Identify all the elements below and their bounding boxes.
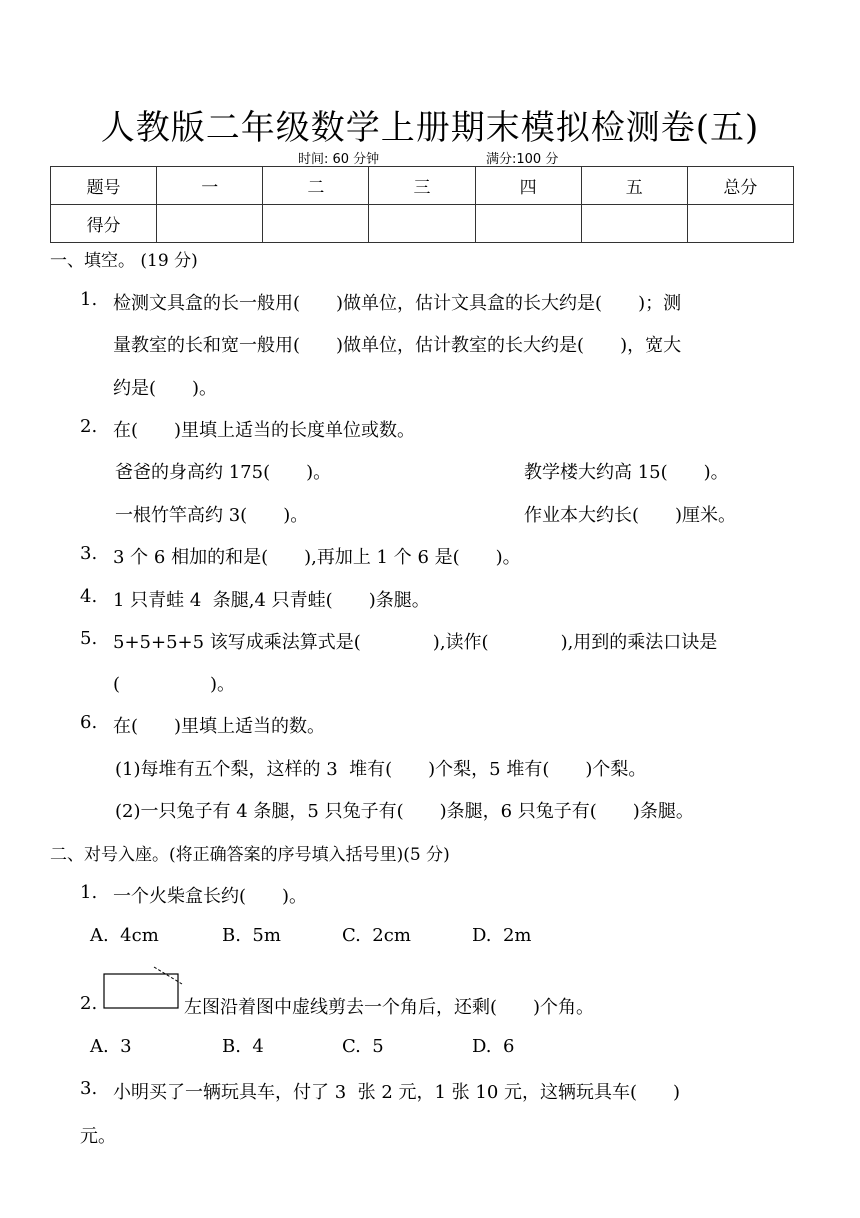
q2-1-option-b[interactable]: B. 5m [222, 925, 281, 946]
score-input-cell[interactable] [475, 205, 581, 243]
score-header-cell: 四 [475, 167, 581, 205]
q2-2-option-b[interactable]: B. 4 [222, 1036, 264, 1057]
score-table-header-row [51, 167, 794, 205]
q2-1-option-d[interactable]: D. 2m [472, 925, 532, 946]
q1-6-part: (2)一只兔子有 4 条腿，5 只兔子有( )条腿，6 只兔子有( )条腿。 [115, 801, 694, 822]
page-title: 人教版二年级数学上册期末模拟检测卷(五) [100, 108, 760, 148]
q1-1-line: 检测文具盒的长一般用( )做单位，估计文具盒的长大约是( )；测 [113, 293, 682, 314]
score-input-cell[interactable] [263, 205, 369, 243]
rectangle-figure [102, 966, 186, 1012]
section-1-title: 一、填空。 (19 分) [50, 251, 198, 271]
q1-2-number: 2. [80, 416, 98, 437]
q1-5-line: ( )。 [113, 674, 236, 695]
score-header-cell: 总分 [687, 167, 793, 205]
q1-2-item: 一根竹竿高约 3( )。 [115, 505, 309, 526]
q1-1-line: 量教室的长和宽一般用( )做单位，估计教室的长大约是( )，宽大 [113, 335, 682, 356]
q1-2-prompt: 在( )里填上适当的长度单位或数。 [113, 420, 416, 441]
score-row-label: 得分 [51, 205, 157, 243]
section-2-title: 二、对号入座。(将正确答案的序号填入括号里)(5 分) [50, 845, 450, 865]
score-header-cell: 二 [263, 167, 369, 205]
score-header-cell: 题号 [51, 167, 157, 205]
q1-3-number: 3. [80, 543, 98, 564]
q2-3-line: 元。 [80, 1126, 116, 1147]
q1-5-number: 5. [80, 628, 98, 649]
time-limit: 时间: 60 分钟 [298, 152, 380, 167]
q2-2-text: 左图沿着图中虚线剪去一个角后，还剩( )个角。 [184, 997, 595, 1018]
q1-4-text: 1 只青蛙 4 条腿,4 只青蛙( )条腿。 [113, 590, 430, 611]
score-header-cell: 一 [157, 167, 263, 205]
q1-6-prompt: 在( )里填上适当的数。 [113, 716, 326, 737]
q1-6-part: (1)每堆有五个梨，这样的 3 堆有( )个梨，5 堆有( )个梨。 [115, 759, 647, 780]
q1-5-line: 5+5+5+5 该写成乘法算式是( ),读作( ),用到的乘法口诀是 [113, 632, 718, 653]
q1-1-line: 约是( )。 [113, 378, 218, 399]
score-input-cell[interactable] [369, 205, 475, 243]
q2-2-option-d[interactable]: D. 6 [472, 1036, 515, 1057]
score-header-cell: 三 [369, 167, 475, 205]
q1-4-number: 4. [80, 586, 98, 607]
q2-1-number: 1. [80, 882, 98, 903]
full-score: 满分:100 分 [486, 152, 559, 167]
q1-1-number: 1. [80, 289, 98, 310]
q1-3-text: 3 个 6 相加的和是( ),再加上 1 个 6 是( )。 [113, 547, 521, 568]
q2-2-number: 2. [80, 993, 98, 1014]
score-header-cell: 五 [581, 167, 687, 205]
q2-3-line: 小明买了一辆玩具车，付了 3 张 2 元，1 张 10 元，这辆玩具车( ) [113, 1082, 681, 1103]
q2-1-text: 一个火柴盒长约( )。 [113, 886, 308, 907]
score-input-cell[interactable] [687, 205, 793, 243]
q1-2-item: 作业本大约长( )厘米。 [524, 505, 737, 526]
score-table [50, 166, 794, 243]
q2-2-option-c[interactable]: C. 5 [342, 1036, 384, 1057]
q2-1-option-a[interactable]: A. 4cm [90, 925, 159, 946]
q2-1-option-c[interactable]: C. 2cm [342, 925, 411, 946]
q1-6-number: 6. [80, 712, 98, 733]
score-input-cell[interactable] [581, 205, 687, 243]
score-input-cell[interactable] [157, 205, 263, 243]
q1-2-item: 教学楼大约高 15( )。 [524, 462, 729, 483]
q2-2-option-a[interactable]: A. 3 [90, 1036, 132, 1057]
q1-2-item: 爸爸的身高约 175( )。 [115, 462, 332, 483]
q2-3-number: 3. [80, 1078, 98, 1099]
score-table-score-row [51, 205, 794, 243]
